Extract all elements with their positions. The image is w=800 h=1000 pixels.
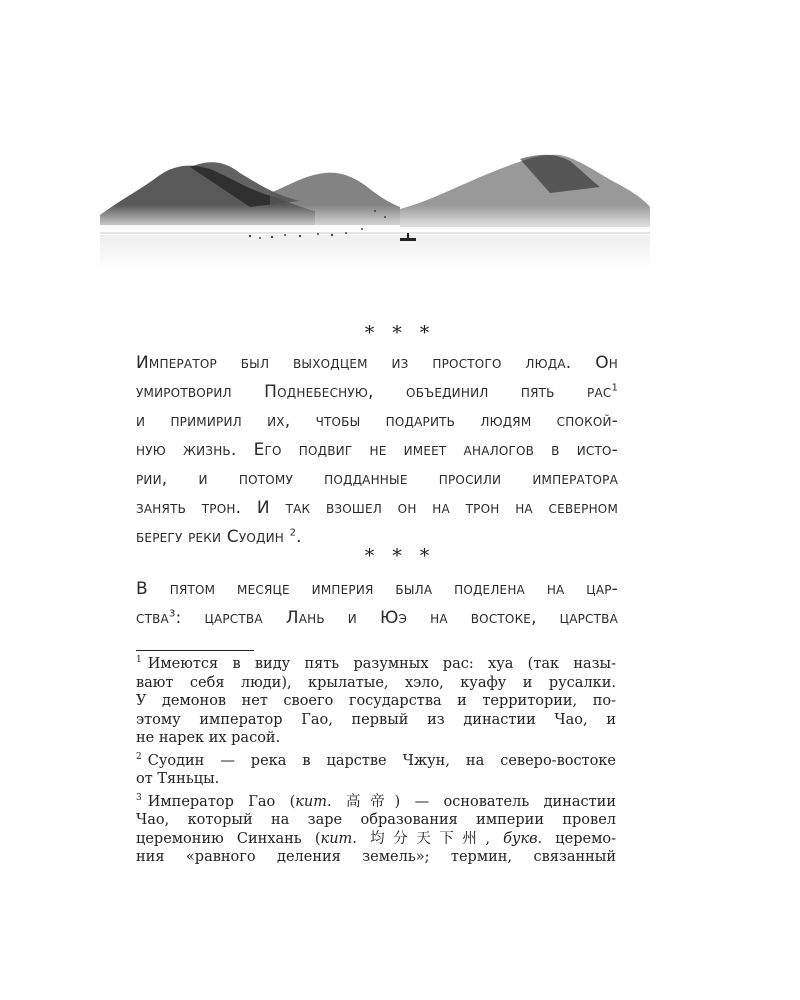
footnote-ref-2: 2 — [289, 527, 297, 539]
footnote-number: 3 — [136, 792, 142, 803]
section-divider: * * * — [364, 322, 436, 344]
ink-mountain-landscape-icon — [100, 145, 650, 270]
paragraph-2 — [136, 575, 618, 633]
text-line: берегу реки Суодин $^2$. — [136, 527, 302, 547]
text-line: церемонию Синхань (кит. 均分天下州, букв. церемо- — [136, 830, 616, 847]
text-line: ства$^3$: царства Лань и Юэ на востоке, царства — [136, 608, 618, 628]
footnote-number: 1 — [136, 655, 142, 666]
text-line: вают себя люди), крылатые, хэло, куафу и русалки. — [136, 674, 616, 691]
text-line: этому император Гао, первый из династии Чао, и — [136, 711, 616, 728]
paragraph-1 — [136, 349, 618, 552]
text-line: и примирил их, чтобы подарить людям спокой- — [136, 411, 618, 431]
footnote-2: $^2$ Суодин — река в царстве Чжун, на северо-востоке от Тяньцы. — [136, 751, 616, 787]
footnote-number: 2 — [136, 751, 142, 762]
footnote-separator — [136, 650, 254, 651]
footnotes — [136, 655, 616, 871]
footnote-3: $^3$ Император Гао (кит. 高帝) — основатель династии Чао, который на заре образования империи провел церемонию Синхань (кит. 均分天下州, букв. церемо- ния «равного деления земель»; термин, связанный — [136, 792, 616, 865]
text-line: занять трон. И так взошел он на трон на северном — [136, 498, 618, 518]
text-line: У демонов нет своего государства и территории, по- — [136, 693, 616, 709]
footnote-ref-3: 3 — [168, 608, 176, 620]
text-line: ния «равного деления земель»; термин, связанный — [136, 849, 616, 865]
section-divider: * * * — [364, 545, 436, 567]
text-line: Император был выходцем из простого люда. Он — [136, 353, 618, 373]
text-line: Чао, который на заре образования империи провел — [136, 812, 616, 828]
footnote-1: $^1$ Имеются в виду пять разумных рас: хуа (так назы- вают себя люди), крылатые, хэло, куафу и русалки. У демонов нет своего государства и территории, по- этому император Гао, первый из династии Чао, и не нарек их расой. — [136, 655, 616, 746]
text-line: ную жизнь. Его подвиг не имеет аналогов в исто- — [136, 440, 618, 460]
text-line: от Тяньцы. — [136, 771, 220, 787]
text-line: умиротворил Поднебесную, объединил пять рас$^1$ — [136, 382, 618, 402]
text-line: не нарек их расой. — [136, 730, 281, 746]
text-line: В пятом месяце империя была поделена на цар- — [136, 579, 618, 599]
footnote-ref-1: 1 — [611, 382, 618, 394]
text-line: рии, и потому подданные просили императора — [136, 469, 618, 489]
